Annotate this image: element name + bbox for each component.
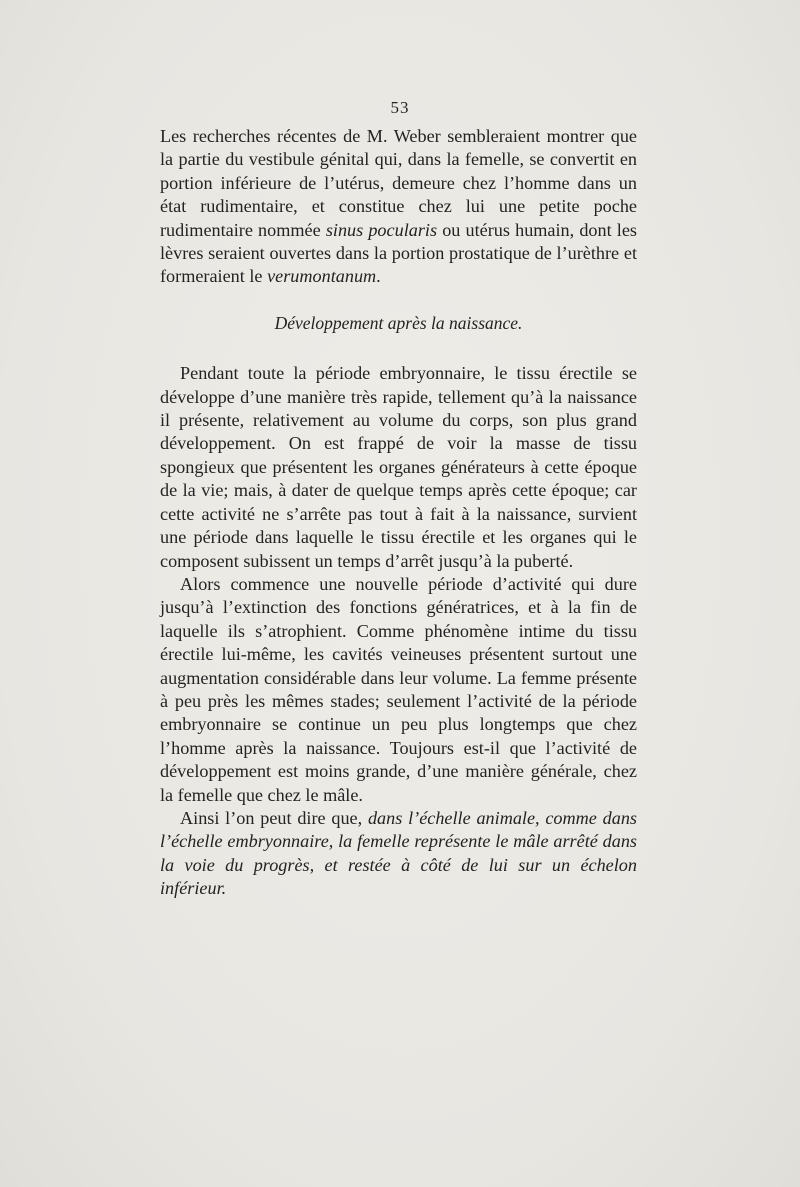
paragraph-activity: Alors commence une nouvelle période d’activité qui dure jusqu’à l’extinction des fonctions génératrices, et à la fin de laquelle ils s’atrophient. Comme phénomène intime du tissu érectile lui-même, les cavités veineuses présentent surtout une augmentation considérable dans leur volume. La femme présente à peu près les mêmes stades; seulement l’activité de la période embryonnaire se continue un peu plus longtemps que chez l’homme après la naissance. Toujours est-il que l’activité de développement est moins grande, d’une manière générale, chez la femelle que chez le mâle. [160,573,637,805]
paragraph-text: Les recherches récentes de M. Weber sembleraient montrer que la partie du vestibule génital qui, dans la femelle, se convertit en portion inférieure de l’utérus, demeure chez l’homme dans un état rudimentaire, et constitue chez lui une petite poche rudimentaire nommée [160,126,637,240]
body-text [160,125,637,901]
page-number: 53 [390,98,410,117]
paragraph-conclusion [160,807,637,901]
italic-term: sinus pocularis [325,219,438,240]
italic-term: verumontanum [267,266,377,287]
paragraph-text: . [376,266,381,287]
paragraph-text: Ainsi l’on peut dire que, [180,807,368,828]
section-heading: Développement après la naissance. [274,312,523,333]
italic-conclusion: dans l’échelle animale, comme dans l’échelle embryonnaire, la femelle représente le mâle arrêté dans la voie du progrès, et restée à côté de lui sur un échelon inférieur. [160,807,637,899]
paragraph-text: ou utérus humain, dont les lèvres seraient ouvertes dans la portion prostatique de l’urèthre et formeraient le [160,219,637,287]
paragraph-weber [160,125,637,289]
paragraph-embryonic: Pendant toute la période embryonnaire, le tissu érectile se développe d’une manière très rapide, tellement qu’à la naissance il présente, relativement au volume du corps, son plus grand développement. On est frappé de voir la masse de tissu spongieux que présentent les organes générateurs à cette époque de la vie; mais, à dater de quelque temps après cette époque; car cette activité ne s’arrête pas tout à fait à la naissance, survient une période dans laquelle le tissu érectile et les organes qui le composent subissent un temps d’arrêt jusqu’à la puberté. [160,363,637,571]
